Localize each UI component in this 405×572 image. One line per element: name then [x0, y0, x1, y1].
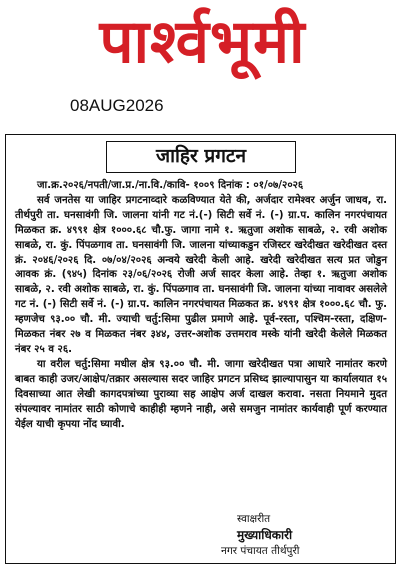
signatory-office: नगर पंचायत तीर्थपुरी: [221, 545, 300, 557]
newspaper-name: पार्श्वभूमी: [99, 7, 306, 77]
notice-paragraph-1: सर्व जनतेस या जाहिर प्रगटनाव्दारे कळविण्यात येते की, अर्जदार रामेश्वर अर्जुन जाधव, रा. तीर्थपुरी ता. घनसावंगी जि. जालना यांनी गट नं.(-) सिटी सर्वे नं. (-) ग्रा.प. कालिन नगरपंचायत मिळकत क्र. ४९९१ क्षेत्र १०००.६८ चौ.फु. जागा नामे १. ऋतुजा अशोक साबळे, २. रवी अशोक साबळे, रा. कुं. पिंपळगाव ता. घनसावंगी जि. जालना यांच्याकडुन रजिस्टर खरेदीखत खरेदीखत दस्त क्रं. २०४६/२०२६ दि. ०७/०४/२०२६ अन्वये खरेदी केली आहे. खरेदी खरेदीखत सत्य प्रत जोडुन आवक क्रं. (९४५) दिनांक २३/०६/२०२६ रोजी अर्ज सादर केला आहे. तेव्हा १. ऋतुजा अशोक साबळे, २. रवी अशोक साबळे, रा. कुं. पिंपळगाव ता. घनसावंगी जि. जालना यांच्या नावावर असलेले गट नं. (-) सिटी सर्वे नं. (-) ग्रा.प. कालिन नगरपंचायत मिळकत क्र. ४९९१ क्षेत्र १०००.६८ चौ. फु. म्हणजेच ९३.०० चौ. मी. ज्याची चर्तु:सिमा पुढील प्रमाणे आहे. पूर्व-रस्ता, पश्चिम-रस्ता, दक्षिण-मिळकत नंबर २७ व मिळकत नंबर ३४४, उत्तर-अशोक उत्तमराव मस्के यांनी खरेदी केलेले मिळकत नंबर २५ व २६.: [15, 194, 387, 355]
signatory-title: मुख्याधिकारी: [237, 528, 293, 542]
signature-block: [221, 511, 371, 559]
public-notice: [5, 134, 396, 564]
signature-label: स्वाक्षरीत: [237, 513, 271, 525]
notice-heading: जाहिर प्रगटन: [106, 141, 296, 173]
notice-body: [15, 179, 387, 432]
notice-paragraph-2: या वरील चर्तु:सिमा मधील क्षेत्र ९३.०० चौ. मी. जागा खरेदीखत पत्रा आधारे नामांतर करणे बाबत काही उजर/आक्षेप/तक्रार असल्यास सदर जाहिर प्रगटन प्रसिध्द झाल्यापासुन या कार्यालयात १५ दिवसाच्या आत लेखी कागदपत्रांच्या पुराव्या सह आक्षेप अर्ज दाखल करावा. नसता नियमाने मुदत संपल्यावर नामांतर साठी कोणाचे काहीही म्हणने नाही, असे समजुन नामांतर कार्यवाही पूर्ण करण्यात येईल याची कृपया नोंद घ्यावी.: [15, 358, 387, 430]
newspaper-masthead: [0, 0, 405, 92]
notice-reference: जा.क्र.२०२६/नपती/जा.प्र./ना.वि./कावि- १००९ दिनांक : ०१/०७/२०२६: [37, 180, 304, 191]
edition-date: 08AUG2026: [70, 96, 164, 115]
